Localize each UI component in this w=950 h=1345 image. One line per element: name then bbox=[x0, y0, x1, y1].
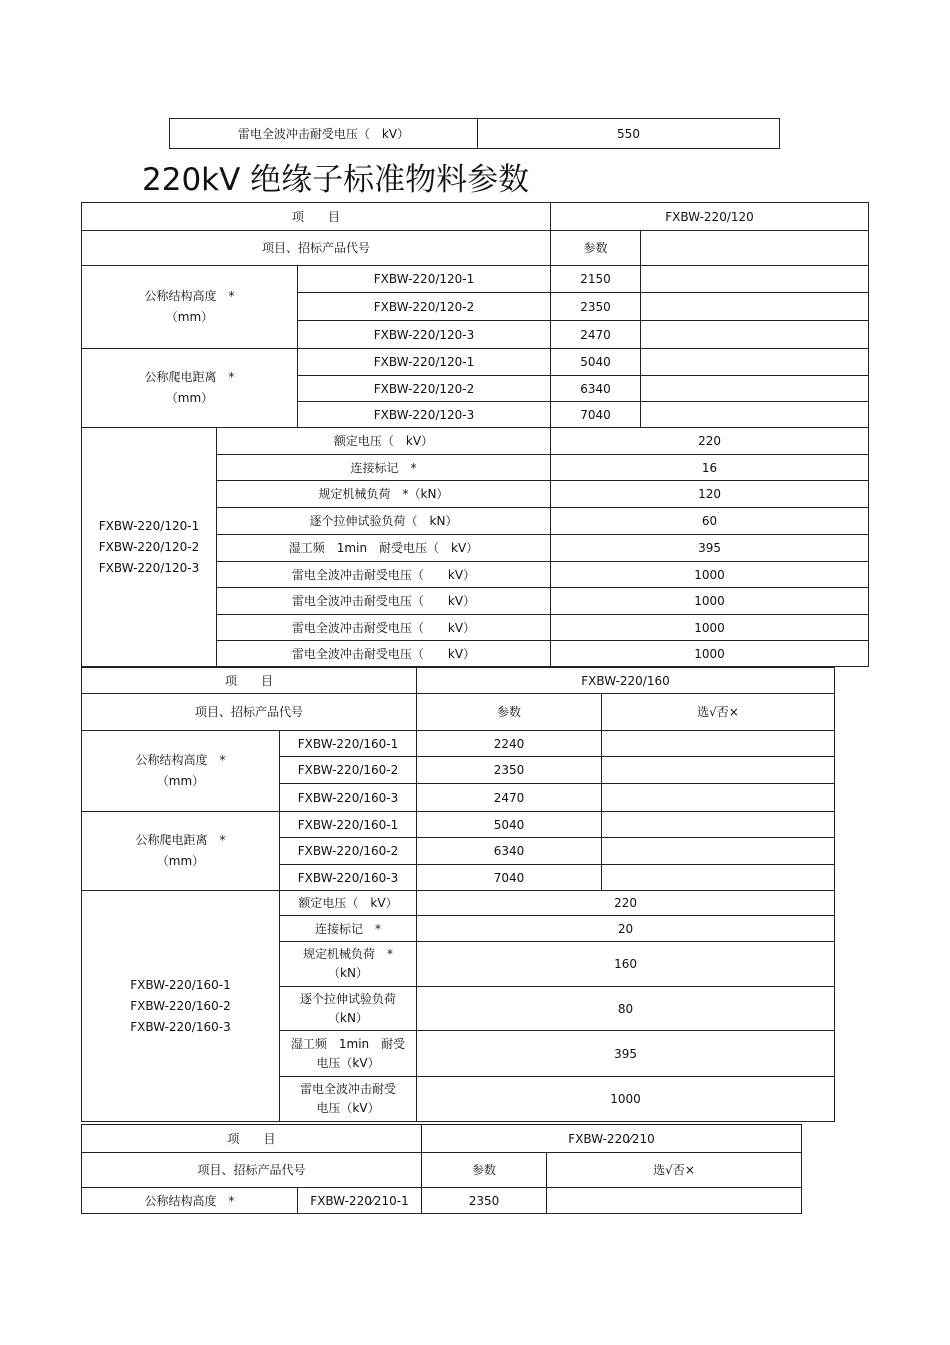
param-value: 120 bbox=[551, 481, 869, 508]
creep-code: FXBW-220/120-1 bbox=[298, 349, 551, 376]
param-label: 湿工频 1min 耐受电压（ kV） bbox=[217, 535, 551, 562]
height-code: FXBW-220/160-3 bbox=[280, 784, 417, 812]
creep-label: 公称爬电距离 * （mm） bbox=[82, 812, 280, 891]
height-code: FXBW-220⁄210-1 bbox=[298, 1188, 422, 1214]
table-220-160 bbox=[81, 667, 835, 1122]
select-cell[interactable] bbox=[641, 376, 869, 402]
header-item: 项 目 bbox=[82, 203, 551, 231]
height-value: 2350 bbox=[422, 1188, 547, 1214]
param-value: 160 bbox=[417, 942, 835, 987]
top-row-label: 雷电全波冲击耐受电压（ kV） bbox=[170, 119, 478, 149]
param-value: 16 bbox=[551, 455, 869, 481]
param-label: 额定电压（ kV） bbox=[280, 891, 417, 916]
height-code: FXBW-220/160-2 bbox=[280, 757, 417, 784]
param-label: 雷电全波冲击耐受电压（ kV） bbox=[217, 588, 551, 615]
param-value: 1000 bbox=[551, 641, 869, 667]
select-cell[interactable] bbox=[602, 757, 835, 784]
subheader-select: 选√否× bbox=[547, 1153, 802, 1188]
height-code: FXBW-220/120-2 bbox=[298, 293, 551, 321]
height-value: 2470 bbox=[551, 321, 641, 349]
top-partial-table bbox=[169, 118, 780, 149]
select-cell[interactable] bbox=[641, 231, 869, 266]
subheader-param: 参数 bbox=[551, 231, 641, 266]
height-code: FXBW-220/120-3 bbox=[298, 321, 551, 349]
table-220-210 bbox=[81, 1124, 802, 1214]
param-label: 连接标记 * bbox=[280, 916, 417, 942]
creep-code: FXBW-220/160-3 bbox=[280, 865, 417, 891]
param-value: 395 bbox=[417, 1031, 835, 1077]
model-list: FXBW-220/120-1 FXBW-220/120-2 FXBW-220/120-3 bbox=[82, 428, 217, 667]
creep-code: FXBW-220/160-1 bbox=[280, 812, 417, 838]
select-cell[interactable] bbox=[602, 865, 835, 891]
creep-value: 7040 bbox=[551, 402, 641, 428]
creep-code: FXBW-220/120-3 bbox=[298, 402, 551, 428]
subheader-item: 项目、招标产品代号 bbox=[82, 1153, 422, 1188]
header-item: 项 目 bbox=[82, 1125, 422, 1153]
param-value: 20 bbox=[417, 916, 835, 942]
param-value: 60 bbox=[551, 508, 869, 535]
param-label: 逐个拉伸试验负荷 （kN） bbox=[280, 987, 417, 1031]
select-cell[interactable] bbox=[641, 293, 869, 321]
param-value: 220 bbox=[417, 891, 835, 916]
table-220-120 bbox=[81, 202, 869, 667]
header-model: FXBW-220/160 bbox=[417, 668, 835, 694]
param-label: 额定电压（ kV） bbox=[217, 428, 551, 455]
select-cell[interactable] bbox=[602, 838, 835, 865]
creep-code: FXBW-220/160-2 bbox=[280, 838, 417, 865]
param-value: 1000 bbox=[417, 1077, 835, 1122]
param-value: 1000 bbox=[551, 562, 869, 588]
height-label: 公称结构高度 * （mm） bbox=[82, 266, 298, 349]
creep-code: FXBW-220/120-2 bbox=[298, 376, 551, 402]
param-label: 湿工频 1min 耐受 电压（kV） bbox=[280, 1031, 417, 1077]
param-label: 规定机械负荷 * （kN） bbox=[280, 942, 417, 987]
subheader-param: 参数 bbox=[422, 1153, 547, 1188]
select-cell[interactable] bbox=[602, 784, 835, 812]
top-row-value: 550 bbox=[478, 119, 780, 149]
param-value: 1000 bbox=[551, 615, 869, 641]
height-label: 公称结构高度 * （mm） bbox=[82, 731, 280, 812]
select-cell[interactable] bbox=[602, 812, 835, 838]
creep-value: 6340 bbox=[417, 838, 602, 865]
param-label: 雷电全波冲击耐受电压（ kV） bbox=[217, 562, 551, 588]
height-code: FXBW-220/120-1 bbox=[298, 266, 551, 293]
height-label: 公称结构高度 * bbox=[82, 1188, 298, 1214]
select-cell[interactable] bbox=[641, 402, 869, 428]
creep-value: 5040 bbox=[551, 349, 641, 376]
height-value: 2350 bbox=[551, 293, 641, 321]
select-cell[interactable] bbox=[641, 349, 869, 376]
param-label: 雷电全波冲击耐受电压（ kV） bbox=[217, 615, 551, 641]
select-cell[interactable] bbox=[641, 266, 869, 293]
param-value: 395 bbox=[551, 535, 869, 562]
creep-value: 7040 bbox=[417, 865, 602, 891]
subheader-select: 选√否× bbox=[602, 694, 835, 731]
param-label: 逐个拉伸试验负荷（ kN） bbox=[217, 508, 551, 535]
subheader-item: 项目、招标产品代号 bbox=[82, 694, 417, 731]
model-list: FXBW-220/160-1 FXBW-220/160-2 FXBW-220/160-3 bbox=[82, 891, 280, 1122]
param-label: 雷电全波冲击耐受电压（ kV） bbox=[217, 641, 551, 667]
param-value: 80 bbox=[417, 987, 835, 1031]
height-value: 2470 bbox=[417, 784, 602, 812]
height-value: 2150 bbox=[551, 266, 641, 293]
select-cell[interactable] bbox=[641, 321, 869, 349]
creep-value: 5040 bbox=[417, 812, 602, 838]
param-label: 规定机械负荷 *（kN） bbox=[217, 481, 551, 508]
height-code: FXBW-220/160-1 bbox=[280, 731, 417, 757]
select-cell[interactable] bbox=[547, 1188, 802, 1214]
subheader-item: 项目、招标产品代号 bbox=[82, 231, 551, 266]
height-value: 2240 bbox=[417, 731, 602, 757]
header-item: 项 目 bbox=[82, 668, 417, 694]
header-model: FXBW-220⁄210 bbox=[422, 1125, 802, 1153]
param-value: 220 bbox=[551, 428, 869, 455]
param-value: 1000 bbox=[551, 588, 869, 615]
subheader-param: 参数 bbox=[417, 694, 602, 731]
height-value: 2350 bbox=[417, 757, 602, 784]
header-model: FXBW-220/120 bbox=[551, 203, 869, 231]
creep-label: 公称爬电距离 * （mm） bbox=[82, 349, 298, 428]
creep-value: 6340 bbox=[551, 376, 641, 402]
param-label: 雷电全波冲击耐受 电压（kV） bbox=[280, 1077, 417, 1122]
page-title: 220kV 绝缘子标准物料参数 bbox=[142, 162, 530, 198]
select-cell[interactable] bbox=[602, 731, 835, 757]
param-label: 连接标记 * bbox=[217, 455, 551, 481]
